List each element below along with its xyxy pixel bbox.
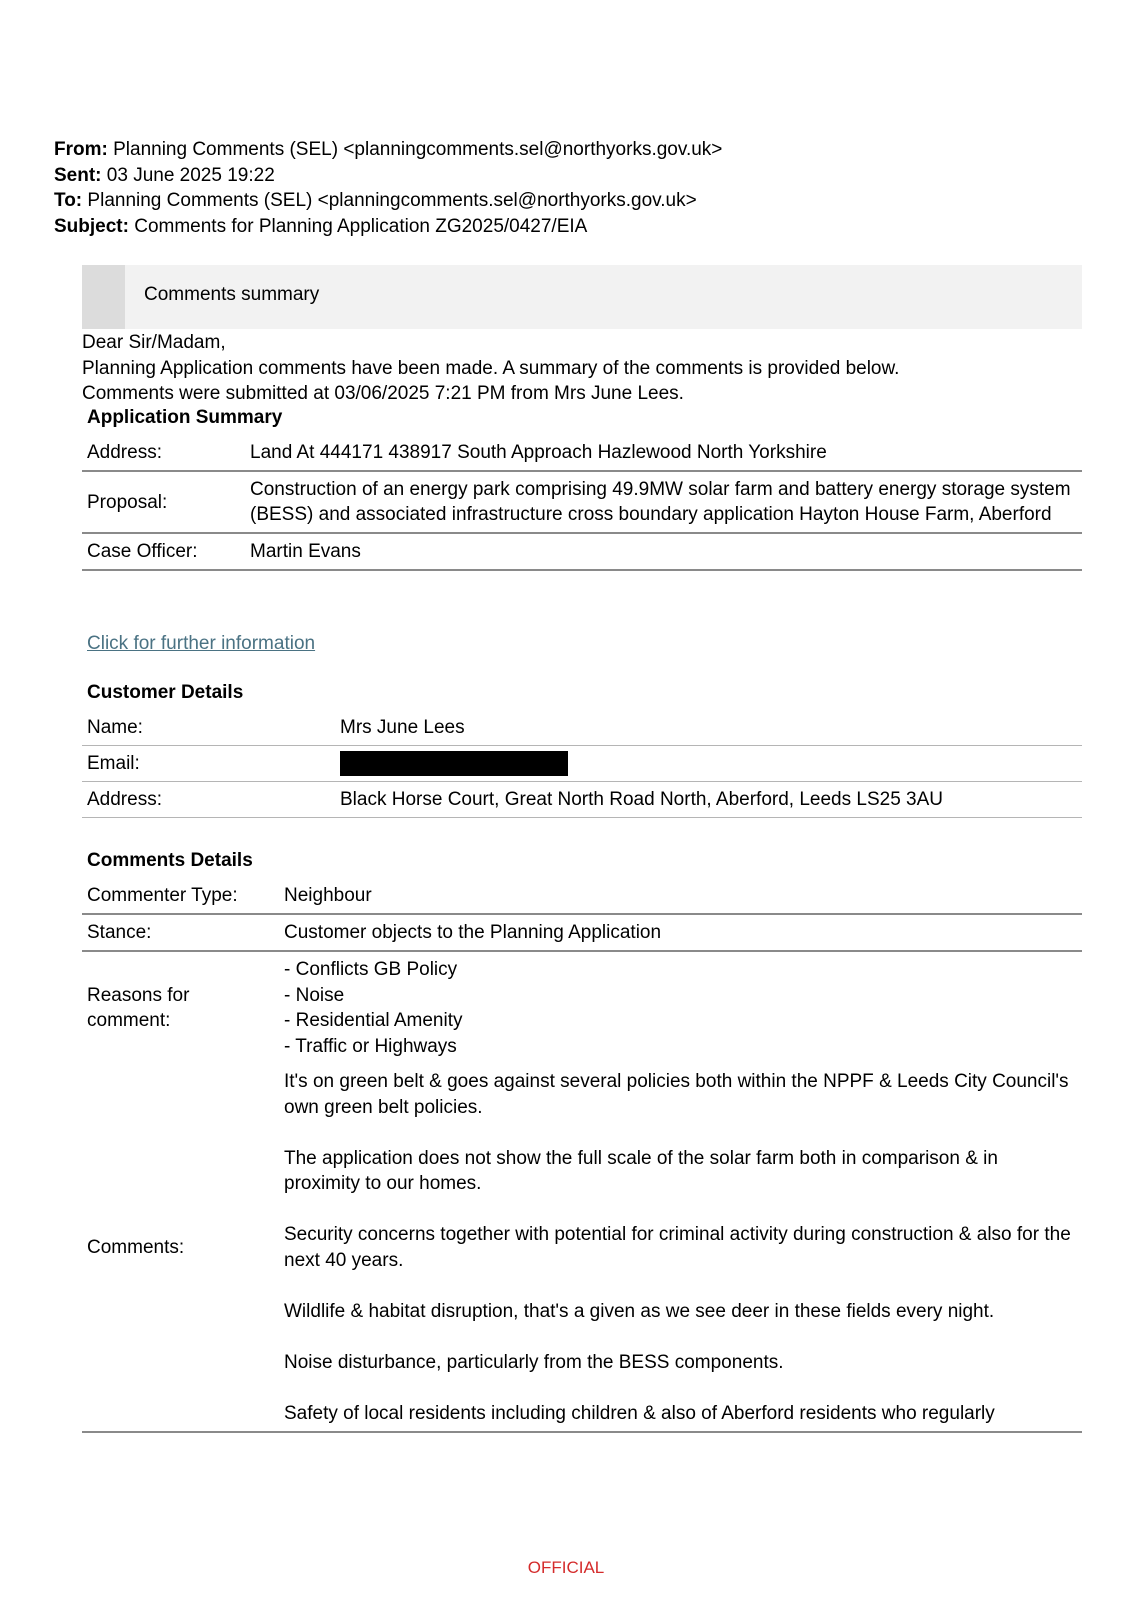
subject-label: Subject: (54, 215, 129, 237)
proposal-label: Proposal: (82, 471, 245, 533)
from-label: From: (54, 139, 108, 160)
table-row (82, 782, 1082, 818)
sent-label: Sent: (54, 164, 102, 186)
comment-paragraph: Noise disturbance, particularly from the BESS components. (284, 1351, 784, 1373)
table-row (82, 914, 1082, 951)
customer-address-value: Black Horse Court, Great North Road North, Aberford, Leeds LS25 3AU (335, 782, 1082, 818)
address-value: Land At 444171 438917 South Approach Hazlewood North Yorkshire (245, 435, 1082, 471)
table-row (82, 435, 1082, 471)
table-row (82, 533, 1082, 570)
redacted-email-block (340, 751, 568, 776)
application-summary-table (82, 435, 1082, 571)
customer-email-label: Email: (82, 746, 335, 782)
case-officer-label: Case Officer: (82, 533, 245, 570)
comments-text (279, 1064, 1082, 1432)
intro-text (82, 330, 899, 407)
to-value: Planning Comments (SEL) <planningcomments.sel@northyorks.gov.uk> (87, 190, 697, 211)
stance-value: Customer objects to the Planning Application (279, 914, 1082, 951)
comments-summary-banner (82, 265, 1082, 329)
greeting: Dear Sir/Madam, (82, 332, 226, 353)
list-item: - Traffic or Highways (284, 1035, 457, 1057)
customer-details-table (82, 710, 1082, 818)
application-summary-title: Application Summary (87, 407, 283, 428)
table-row (82, 710, 1082, 746)
customer-email-value (335, 746, 1082, 782)
reasons-list (279, 951, 1082, 1064)
to-label: To: (54, 190, 83, 211)
email-header (54, 137, 722, 239)
commenter-type-value: Neighbour (279, 878, 1082, 914)
comments-label: Comments: (82, 1064, 279, 1432)
list-item: - Conflicts GB Policy (284, 959, 458, 980)
classification-footer: OFFICIAL (527, 1558, 605, 1577)
proposal-value: Construction of an energy park comprising 49.9MW solar farm and battery energy storage system (BESS) and associated infrastructure cross boundary application Hayton House Farm, Aberford (245, 471, 1082, 533)
list-item: - Residential Amenity (284, 1010, 463, 1031)
commenter-type-label: Commenter Type: (82, 878, 279, 914)
reasons-label: Reasons for comment: (87, 984, 190, 1031)
subject-value: Comments for Planning Application ZG2025/0427/EIA (134, 215, 588, 237)
intro-line-2: Comments were submitted at 03/06/2025 7:21 PM from Mrs June Lees. (82, 383, 684, 404)
banner-title: Comments summary (144, 284, 320, 305)
comment-paragraph: It's on green belt & goes against several policies both within the NPPF & Leeds City Council's own green belt policies. (284, 1071, 1069, 1118)
stance-label: Stance: (82, 914, 279, 951)
table-row (82, 951, 1082, 1064)
intro-line-1: Planning Application comments have been made. A summary of the comments is provided below. (82, 357, 900, 379)
banner-accent-bar (82, 265, 125, 329)
sent-value: 03 June 2025 19:22 (106, 164, 275, 186)
address-label: Address: (82, 435, 245, 471)
case-officer-value: Martin Evans (245, 533, 1082, 570)
customer-name-label: Name: (82, 710, 335, 746)
comments-details-title: Comments Details (87, 850, 253, 871)
further-information-link[interactable]: Click for further information (87, 633, 316, 654)
customer-address-label: Address: (82, 782, 335, 818)
comment-paragraph: The application does not show the full scale of the solar farm both in comparison & in proximity to our homes. (284, 1147, 998, 1194)
list-item: - Noise (284, 984, 345, 1006)
table-row (82, 1064, 1082, 1432)
comments-details-table (82, 878, 1082, 1433)
table-row (82, 746, 1082, 782)
customer-name-value: Mrs June Lees (335, 710, 1082, 746)
table-row (82, 471, 1082, 533)
from-value: Planning Comments (SEL) <planningcomments.sel@northyorks.gov.uk> (113, 139, 723, 160)
customer-details-title: Customer Details (87, 682, 244, 703)
comment-paragraph: Wildlife & habitat disruption, that's a given as we see deer in these fields every night. (284, 1300, 995, 1322)
table-row (82, 878, 1082, 914)
comment-paragraph: Security concerns together with potential for criminal activity during construction & also for the next 40 years. (284, 1224, 1071, 1271)
comment-paragraph: Safety of local residents including children & also of Aberford residents who regularly (284, 1402, 995, 1424)
